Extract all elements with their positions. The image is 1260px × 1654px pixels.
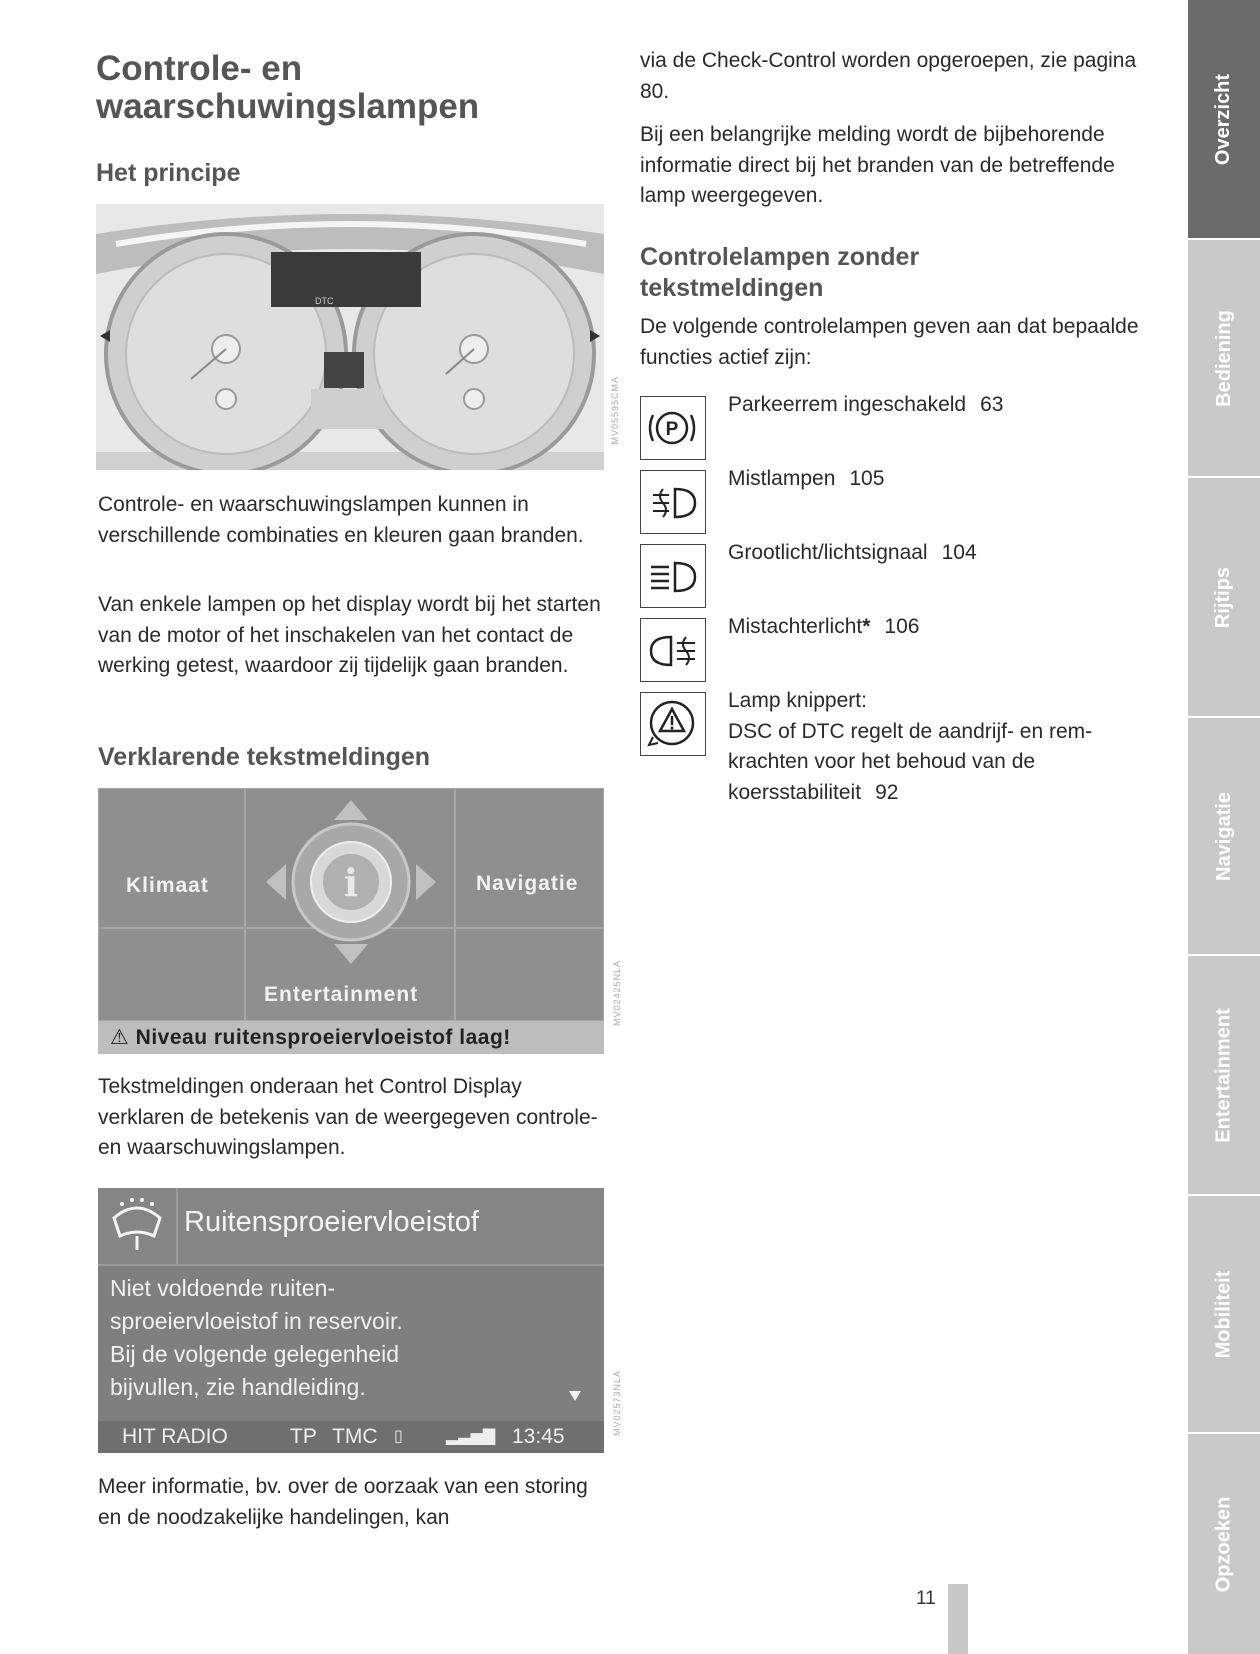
section-heading-line1: Controlelampen zonder [640, 243, 920, 271]
idrive-menu-figure [98, 788, 604, 1054]
menu-cell-bottom-left [98, 928, 245, 1021]
lamp-label-rear-fog: Mistachterlicht [728, 615, 863, 638]
phone-icon: ▯ [394, 1428, 403, 1445]
lamp-label-high-beam: Grootlicht/lichtsignaal [728, 541, 928, 564]
menu-cell-climate [98, 788, 245, 928]
message-line-3: Bij de volgende gelegenheid [110, 1341, 400, 1367]
signal-strength-icon: ▂▃▅▇ [446, 1428, 496, 1445]
control-display-title: Ruitensproeiervloeistof [184, 1206, 479, 1238]
section-heading-text-messages: Verklarende tekstmeldingen [98, 743, 431, 771]
page-title-line2: waarschuwingslampen [96, 87, 480, 126]
scroll-down-arrow-icon [568, 1390, 582, 1402]
paragraph-more-info: Meer informatie, bv. over de oorzaak van een storing en de noodzakelijke handelingen, kan [98, 1475, 588, 1529]
menu-cell-navigation [455, 788, 604, 928]
tab-mobiliteit[interactable] [1188, 1196, 1260, 1432]
status-tp: TP [290, 1425, 317, 1448]
high-beam-icon [640, 544, 706, 608]
lamp-page-dsc: 92 [875, 780, 899, 804]
lamp-label-dsc: Lamp knippert: [728, 689, 867, 712]
menu-warning-text: Niveau ruitensproeiervloeistof laag! [135, 1026, 511, 1049]
idrive-controller-icon [256, 798, 446, 968]
tab-opzoeken[interactable] [1188, 1434, 1260, 1654]
paragraph-important-message: Bij een belangrijke melding wordt de bijbehorende informatie direct bij het branden van de betreffende lamp weergegeven. [640, 123, 1115, 207]
lamp-page-high-beam: 104 [941, 541, 977, 564]
menu-label-navigation: Navigatie [476, 872, 579, 895]
tab-label-opzoeken: Opzoeken [1212, 1496, 1235, 1592]
fog-lamp-icon [640, 470, 706, 534]
figure-code-control-display: MV02573NLA [612, 1370, 622, 1437]
rear-fog-lamp-icon [640, 618, 706, 682]
cluster-dtc-label: DTC [315, 296, 334, 306]
parking-brake-icon [640, 396, 706, 460]
control-display-icon-box [98, 1188, 178, 1264]
instrument-cluster-illustration [96, 204, 604, 470]
svg-text:P: P [665, 419, 679, 440]
page-number-bar [948, 1584, 968, 1654]
page-number: 11 [916, 1588, 936, 1609]
tab-rijtips[interactable] [1188, 478, 1260, 716]
tab-label-bediening: Bediening [1212, 309, 1235, 407]
lamp-page-fog: 105 [849, 467, 885, 490]
message-line-4: bijvullen, zie handleiding. [110, 1374, 366, 1400]
tab-label-entertainment: Entertainment [1212, 1007, 1235, 1143]
lamp-page-parking-brake: 63 [980, 393, 1004, 416]
svg-text:i: i [343, 860, 359, 905]
warning-triangle-icon: ⚠ [110, 1026, 130, 1049]
paragraph-lamps-combinations: Controle- en waarschuwingslampen kunnen in verschillende combinaties en kleuren gaan branden. [98, 493, 584, 547]
control-display-message [110, 1272, 580, 1404]
status-radio: HIT RADIO [122, 1425, 228, 1448]
status-time: 13:45 [512, 1425, 565, 1448]
instrument-cluster-figure [96, 204, 604, 470]
tab-label-mobiliteit: Mobiliteit [1212, 1270, 1235, 1358]
tab-bediening[interactable] [1188, 240, 1260, 476]
page-title [96, 50, 576, 126]
tab-label-overzicht: Overzicht [1212, 73, 1235, 165]
section-heading-indicator-lamps [640, 242, 919, 304]
lamp-label-parking-brake: Parkeerrem ingeschakeld [728, 393, 967, 416]
washer-fluid-icon [98, 1188, 176, 1264]
tab-entertainment[interactable] [1188, 956, 1260, 1194]
tab-label-rijtips: Rijtips [1212, 566, 1235, 628]
message-line-1: Niet voldoende ruiten- [110, 1275, 336, 1301]
status-tmc: TMC [332, 1425, 378, 1448]
menu-cell-bottom-right [455, 928, 604, 1021]
control-display-status-bar [98, 1421, 604, 1453]
lamp-star-rear-fog: * [862, 615, 871, 638]
menu-warning-bar [98, 1021, 604, 1054]
menu-label-climate: Klimaat [126, 874, 209, 897]
figure-code-cluster: MV05595CMA [610, 376, 620, 445]
section-heading-principle: Het principe [96, 159, 241, 187]
paragraph-text-messages: Tekstmeldingen onderaan het Control Display verklaren de betekenis van de weergegeven controle- en waarschuwingslampen. [98, 1075, 598, 1159]
section-heading-line2: tekstmeldingen [640, 274, 824, 302]
lamp-page-rear-fog: 106 [884, 615, 920, 638]
figure-code-menu: MV02425NLA [612, 960, 622, 1027]
lamp-description-dsc: DSC of DTC regelt de aandrijf- en remkrachten voor het behoud van de koersstabiliteit [728, 719, 1093, 804]
dsc-icon [640, 692, 706, 756]
paragraph-check-control: via de Check-Control worden opgeroepen, zie pagina 80. [640, 49, 1137, 103]
paragraph-lamps-test: Van enkele lampen op het display wordt bij het starten van de motor of het inschakelen van het contact de werking getest, waardoor zij tijdelijk gaan branden. [98, 593, 601, 677]
page-title-line1: Controle- en [96, 49, 303, 88]
tab-overzicht[interactable] [1188, 0, 1260, 238]
lamp-label-fog: Mistlampen [728, 467, 836, 490]
message-line-2: sproeiervloeistof in reservoir. [110, 1308, 403, 1334]
tab-navigatie[interactable] [1188, 718, 1260, 954]
tab-label-navigatie: Navigatie [1212, 791, 1235, 881]
control-display-figure [98, 1188, 604, 1453]
paragraph-lamps-intro: De volgende controlelampen geven aan dat bepaalde functies actief zijn: [640, 315, 1139, 369]
menu-label-entertainment: Entertainment [264, 983, 419, 1006]
